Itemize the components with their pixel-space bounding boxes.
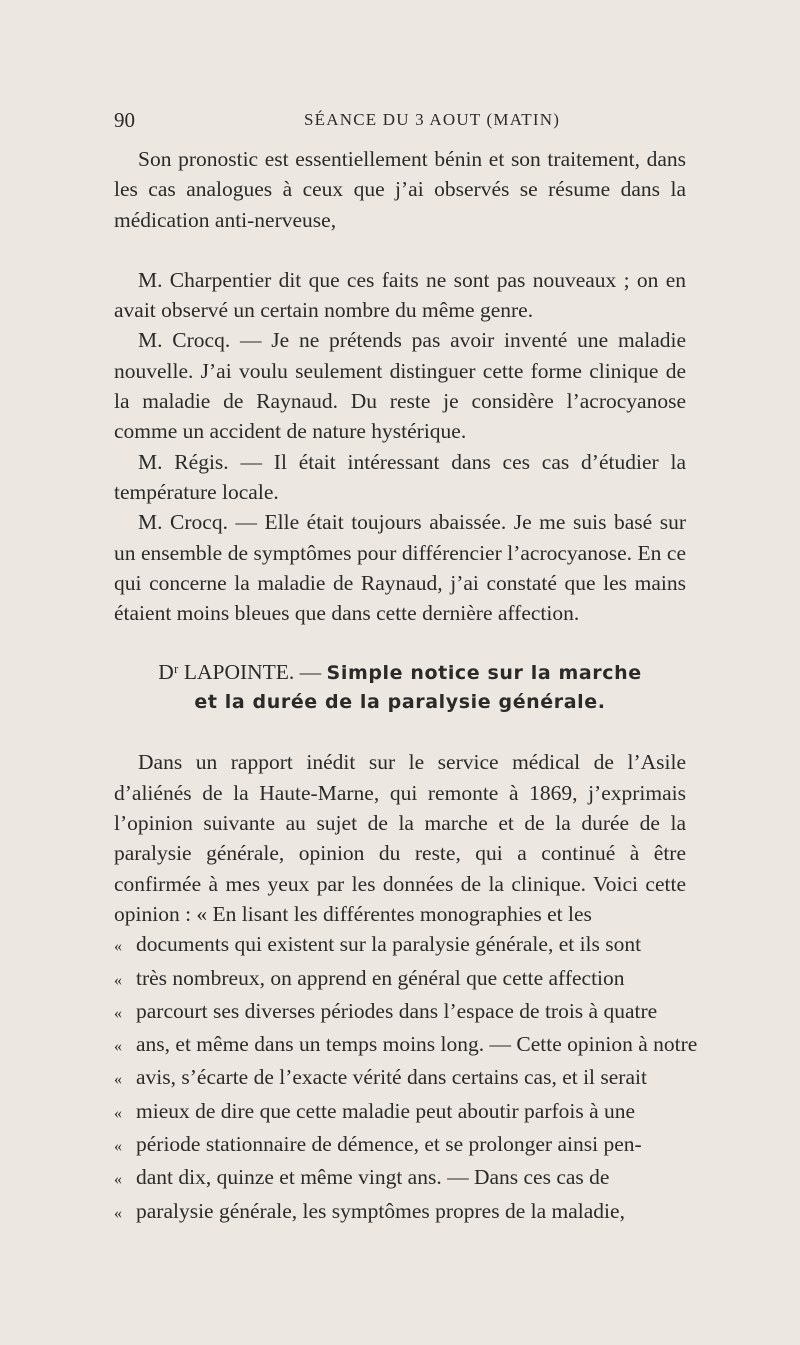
quote-mark: « [114, 1104, 122, 1122]
quote-mark: « [114, 1071, 122, 1089]
quote-mark: « [114, 1038, 122, 1056]
quote-mark: « [114, 938, 122, 956]
paragraph-prognosis: Son pronostic est essentiellement bénin et son traitement, dans les cas analogues à ceux que j’ai observés se résume dans la médication anti-nerveuse, [114, 147, 686, 232]
quote-line-text: ans, et même dans un temps moins long. — Cette opinion à notre [136, 1032, 698, 1057]
page-number: 90 [114, 108, 135, 132]
paragraph-crocq-1: M. Crocq. — Je ne prétends pas avoir inventé une maladie nouvelle. J’ai voulu seulement distinguer cette forme clinique de la maladie de Raynaud. Du reste je considère l’acrocyanose comme un accident de nature hystérique. [114, 328, 686, 444]
section-title-line-2: et la durée de la paralysie générale. [194, 691, 606, 714]
quote-mark: « [114, 1004, 122, 1022]
quote-line [114, 996, 686, 1029]
quote-line-text: parcourt ses diverses périodes dans l’espace de trois à quatre [136, 998, 658, 1023]
quote-line-text: paralysie générale, les symptômes propres de la maladie, [136, 1198, 625, 1223]
quote-line [114, 929, 686, 962]
quote-line-text: période stationnaire de démence, et se prolonger ainsi pen- [136, 1132, 642, 1157]
quote-line [114, 1096, 686, 1129]
paragraph-charpentier: M. Charpentier dit que ces faits ne sont pas nouveaux ; on en avait observé un certain nombre du même genre. [114, 267, 686, 323]
quote-line [114, 1062, 686, 1095]
running-head: SÉANCE DU 3 AOUT (MATIN) [304, 110, 561, 129]
section-title [114, 658, 686, 717]
quote-line-text: dant dix, quinze et même vingt ans. — Dans ces cas de [136, 1165, 610, 1190]
quote-mark: « [114, 1138, 122, 1156]
body-intro: Dans un rapport inédit sur le service médical de l’Asile d’aliénés de la Haute-Marne, qui remonte à 1869, j’exprimais l’opinion suivante au sujet de la marche et de la durée de la paralysie générale, opinion du reste, qui a continué à être confirmée à mes yeux par les données de la clinique. Voici cette opinion : « En lisant les différentes monographies et les [114, 750, 686, 926]
quote-line [114, 1162, 686, 1195]
paragraph-regis: M. Régis. — Il était intéressant dans ces cas d’étudier la température locale. [114, 449, 686, 504]
page-header [114, 108, 684, 136]
quote-line-text: avis, s’écarte de l’exacte vérité dans certains cas, et il serait [136, 1065, 647, 1090]
section-author: Dʳ LAPOINTE. — [158, 660, 322, 685]
quote-line [114, 1129, 686, 1162]
quote-mark: « [114, 971, 122, 989]
quote-line-text: très nombreux, on apprend en général que cette affection [136, 965, 625, 990]
quotation [114, 929, 698, 1229]
text-block [114, 144, 698, 1229]
quote-mark: « [114, 1171, 122, 1189]
quote-line [114, 1196, 686, 1229]
quote-line [114, 963, 686, 996]
quote-line-text: mieux de dire que cette maladie peut aboutir parfois à une [136, 1098, 636, 1123]
quote-mark: « [114, 1204, 122, 1222]
section-title-line-1: Simple notice sur la marche [326, 662, 642, 685]
paragraph-crocq-2: M. Crocq. — Elle était toujours abaissée. Je me suis basé sur un ensemble de symptômes pour différencier l’acrocyanose. En ce qui concerne la maladie de Raynaud, j’ai constaté que les mains étaient moins bleues que dans cette dernière affection. [114, 510, 686, 626]
quote-line-text: documents qui existent sur la paralysie générale, et ils sont [136, 932, 642, 957]
quote-line [114, 1029, 698, 1062]
